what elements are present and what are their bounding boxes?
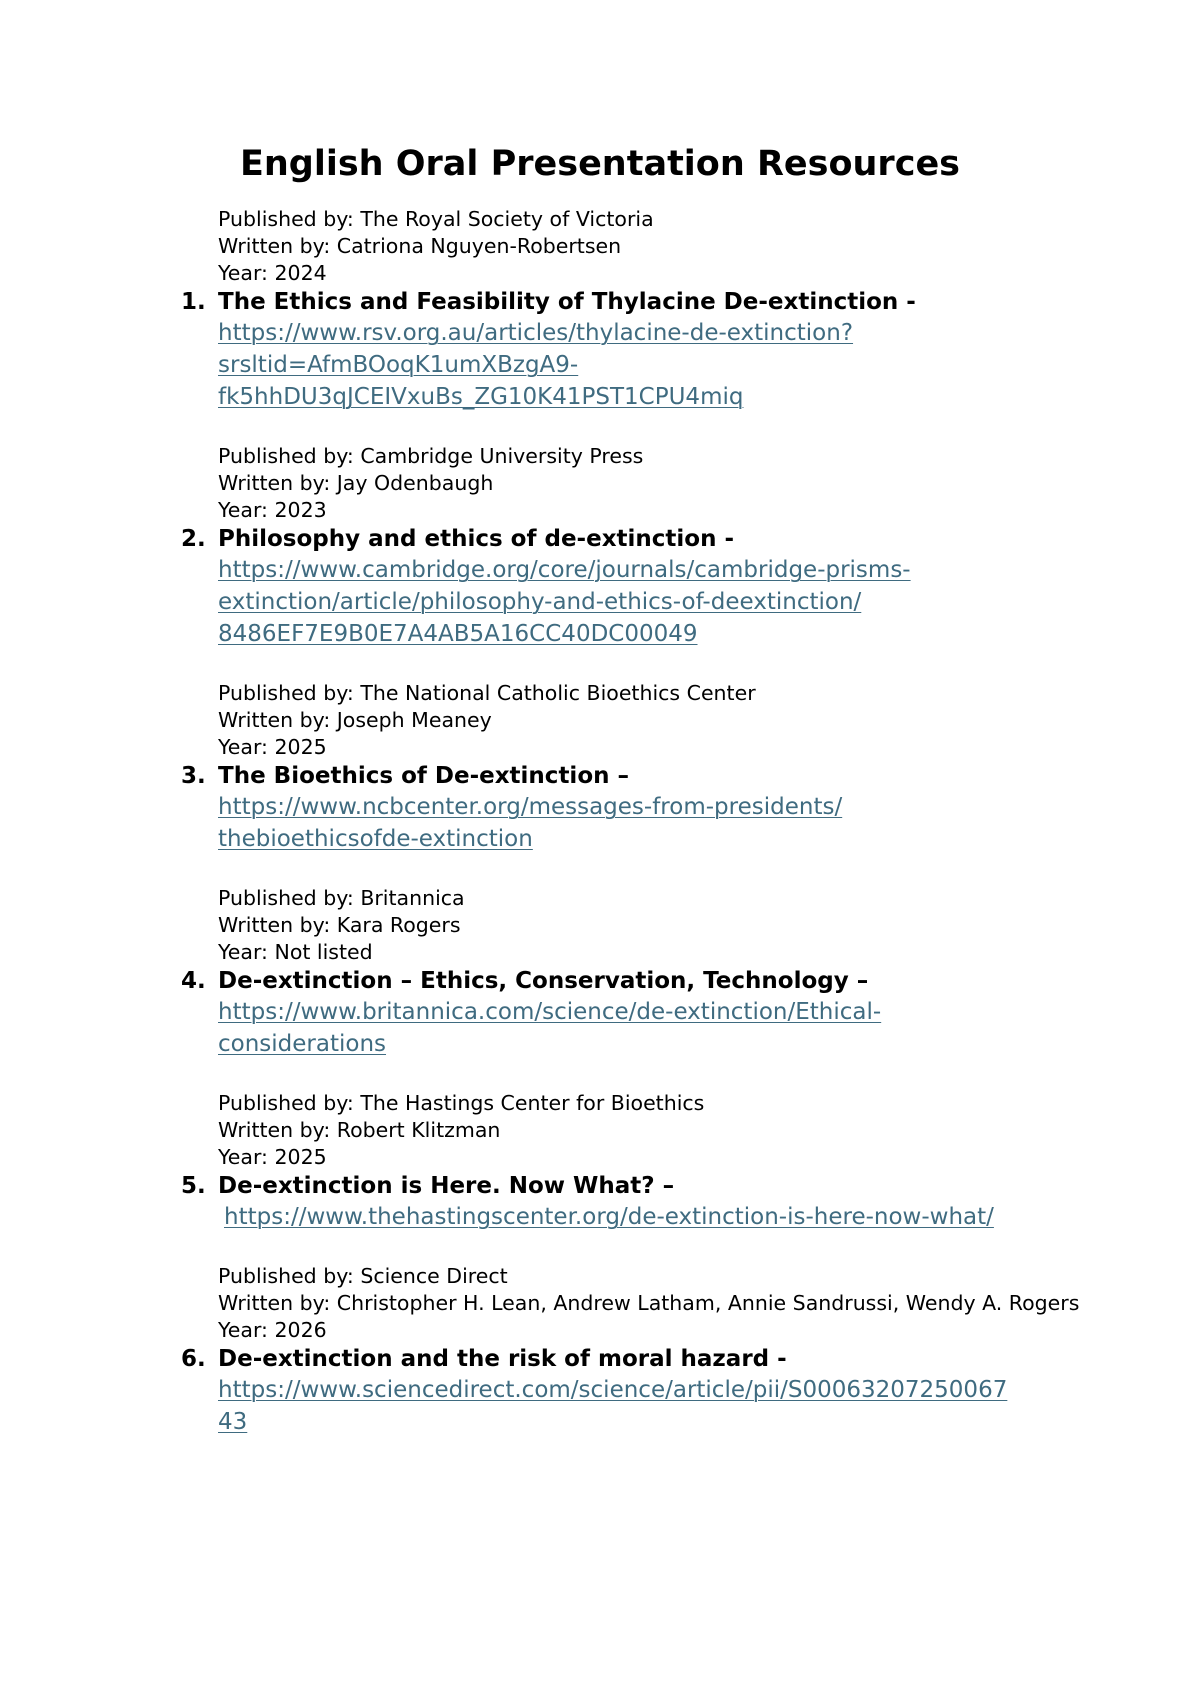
publisher-label: Published by: <box>218 681 354 705</box>
link-line: fk5hhDU3qJCEIVxuBs_ZG10K41PST1CPU4miq <box>218 384 744 410</box>
publisher-line <box>218 443 1098 470</box>
list-number: 6. <box>181 1346 206 1372</box>
author-label: Written by: <box>218 1118 331 1142</box>
author-label: Written by: <box>218 913 331 937</box>
publisher-line <box>218 1263 1098 1290</box>
year-label: Year: <box>218 1145 268 1169</box>
publisher-line <box>218 1090 1098 1117</box>
year-value: 2025 <box>274 735 327 759</box>
publisher-value: Britannica <box>360 886 465 910</box>
list-number: 1. <box>181 289 206 315</box>
entry-title-text: The Bioethics of De-extinction – <box>218 763 630 789</box>
author-line <box>218 1290 1098 1317</box>
publisher-label: Published by: <box>218 207 354 231</box>
link-line: https://www.cambridge.org/core/journals/cambridge-prisms- <box>218 557 911 583</box>
year-value: 2024 <box>274 261 327 285</box>
resource-link[interactable] <box>218 1201 1098 1233</box>
resource-entry <box>181 1263 1098 1438</box>
year-line <box>218 497 1098 524</box>
link-line: https://www.ncbcenter.org/messages-from-presidents/ <box>218 794 843 820</box>
year-label: Year: <box>218 498 268 522</box>
publisher-label: Published by: <box>218 1091 354 1115</box>
resource-link[interactable] <box>218 791 1098 855</box>
year-value: 2026 <box>274 1318 327 1342</box>
author-value: Catriona Nguyen-Robertsen <box>336 234 622 258</box>
publisher-value: Science Direct <box>360 1264 508 1288</box>
list-number: 5. <box>181 1173 206 1199</box>
list-number: 2. <box>181 526 206 552</box>
year-label: Year: <box>218 1318 268 1342</box>
year-line <box>218 1317 1098 1344</box>
resource-link[interactable] <box>218 1374 1098 1438</box>
author-label: Written by: <box>218 234 331 258</box>
author-line <box>218 1117 1098 1144</box>
entry-title <box>181 966 1098 996</box>
year-label: Year: <box>218 940 268 964</box>
year-line <box>218 260 1098 287</box>
resource-link[interactable] <box>218 996 1098 1060</box>
resource-list <box>181 206 1098 1468</box>
entry-title <box>181 1344 1098 1374</box>
publisher-value: The National Catholic Bioethics Center <box>360 681 756 705</box>
publisher-label: Published by: <box>218 886 354 910</box>
entry-title-text: Philosophy and ethics of de-extinction - <box>218 526 735 552</box>
link-line: extinction/article/philosophy-and-ethics-of-deextinction/ <box>218 589 862 615</box>
entry-title <box>181 1171 1098 1201</box>
year-label: Year: <box>218 735 268 759</box>
publisher-line <box>218 680 1098 707</box>
year-value: 2023 <box>274 498 327 522</box>
year-value: 2025 <box>274 1145 327 1169</box>
resource-link[interactable] <box>218 317 1098 413</box>
year-label: Year: <box>218 261 268 285</box>
author-value: Joseph Meaney <box>336 708 492 732</box>
author-label: Written by: <box>218 1291 331 1315</box>
resource-entry <box>181 680 1098 855</box>
author-label: Written by: <box>218 471 331 495</box>
entry-title-text: The Ethics and Feasibility of Thylacine De-extinction - <box>218 289 916 315</box>
link-line: https://www.thehastingscenter.org/de-extinction-is-here-now-what/ <box>224 1204 994 1230</box>
publisher-value: The Hastings Center for Bioethics <box>360 1091 705 1115</box>
publisher-value: Cambridge University Press <box>360 444 644 468</box>
author-value: Robert Klitzman <box>336 1118 501 1142</box>
link-line: 43 <box>218 1409 248 1435</box>
publisher-line <box>218 206 1098 233</box>
resource-entry <box>181 443 1098 650</box>
resource-entry <box>181 206 1098 413</box>
entry-title-text: De-extinction – Ethics, Conservation, Technology – <box>218 968 869 994</box>
entry-title <box>181 287 1098 317</box>
year-value: Not listed <box>274 940 373 964</box>
author-label: Written by: <box>218 708 331 732</box>
author-line <box>218 233 1098 260</box>
resource-entry <box>181 1090 1098 1233</box>
author-line <box>218 707 1098 734</box>
entry-title <box>181 761 1098 791</box>
link-line: considerations <box>218 1031 387 1057</box>
publisher-value: The Royal Society of Victoria <box>360 207 654 231</box>
link-line: https://www.rsv.org.au/articles/thylacine-de-extinction? <box>218 320 854 346</box>
publisher-line <box>218 885 1098 912</box>
link-line: srsltid=AfmBOoqK1umXBzgA9- <box>218 352 579 378</box>
link-line: https://www.britannica.com/science/de-extinction/Ethical- <box>218 999 882 1025</box>
year-line <box>218 1144 1098 1171</box>
author-line <box>218 912 1098 939</box>
entry-title-text: De-extinction and the risk of moral hazard - <box>218 1346 787 1372</box>
author-value: Christopher H. Lean, Andrew Latham, Annie Sandrussi, Wendy A. Rogers <box>336 1291 1080 1315</box>
resource-entry <box>181 885 1098 1060</box>
entry-title-text: De-extinction is Here. Now What? – <box>218 1173 675 1199</box>
entry-title <box>181 524 1098 554</box>
publisher-label: Published by: <box>218 1264 354 1288</box>
list-number: 3. <box>181 763 206 789</box>
link-line: 8486EF7E9B0E7A4AB5A16CC40DC00049 <box>218 621 698 647</box>
link-line: thebioethicsofde-extinction <box>218 826 533 852</box>
author-value: Kara Rogers <box>336 913 461 937</box>
author-value: Jay Odenbaugh <box>336 471 494 495</box>
document-title: English Oral Presentation Resources <box>239 144 961 184</box>
list-number: 4. <box>181 968 206 994</box>
author-line <box>218 470 1098 497</box>
link-line: https://www.sciencedirect.com/science/article/pii/S00063207250067 <box>218 1377 1008 1403</box>
year-line <box>218 734 1098 761</box>
publisher-label: Published by: <box>218 444 354 468</box>
year-line <box>218 939 1098 966</box>
resource-link[interactable] <box>218 554 1098 650</box>
